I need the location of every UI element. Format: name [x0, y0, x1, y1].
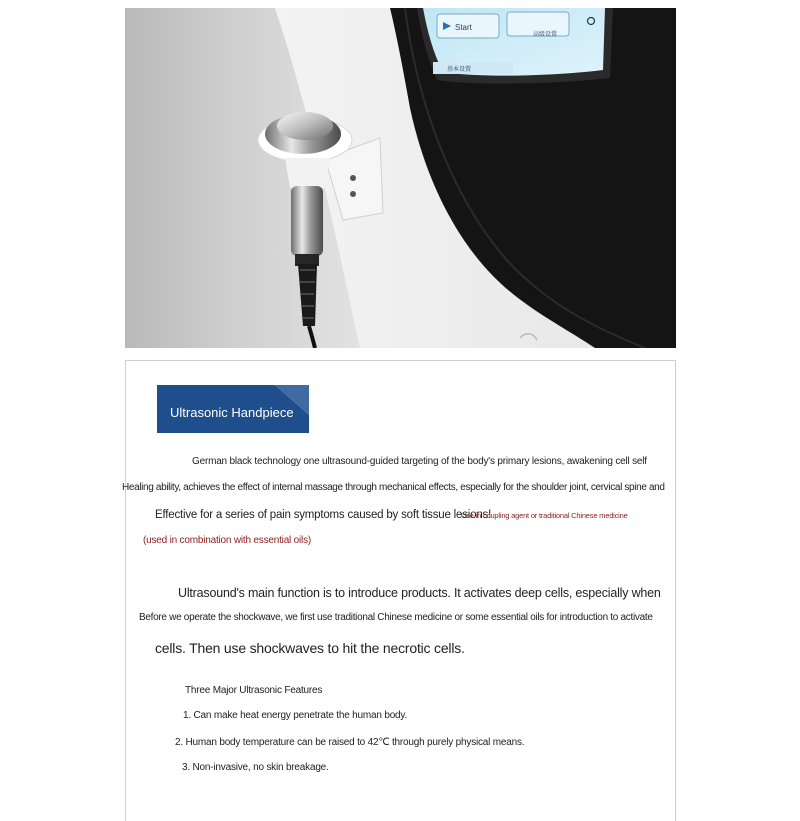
- paragraph1-line4: (used in combination with essential oils): [143, 535, 311, 546]
- features-heading: Three Major Ultrasonic Features: [185, 685, 323, 696]
- start-button: Start: [455, 23, 472, 32]
- advanced-settings-label: 高级设置: [533, 32, 558, 38]
- section-title: Ultrasonic Handpiece: [170, 405, 294, 420]
- product-photo: [125, 8, 676, 348]
- paragraph2-line3: cells. Then use shockwaves to hit the necrotic cells.: [155, 640, 465, 656]
- paragraph2-line2: Before we operate the shockwave, we first use traditional Chinese medicine or some essential oils for introduction to activate: [139, 612, 653, 623]
- paragraph1-line2: Healing ability, achieves the effect of internal massage through mechanical effects, especially for the shoulder joint, cervical spine and: [122, 482, 665, 493]
- feature-item-3: 3. Non-invasive, no skin breakage.: [182, 762, 329, 773]
- feature-item-1: 1. Can make heat energy penetrate the human body.: [183, 710, 408, 721]
- paragraph1-note: Use in coupling agent or traditional Chinese medicine: [461, 511, 628, 520]
- feature-item-2: 2. Human body temperature can be raised to 42℃ through purely physical means.: [175, 737, 525, 748]
- paragraph1-line3: Effective for a series of pain symptoms caused by soft tissue lesions!: [155, 509, 492, 521]
- paragraph2-line1: Ultrasound's main function is to introduce products. It activates deep cells, especially when: [178, 586, 661, 600]
- paragraph1-line1: German black technology one ultrasound-guided targeting of the body's primary lesions, awakening cell self: [192, 456, 647, 467]
- basic-settings-label: 基本设置: [447, 67, 472, 73]
- ultrasound-device-illustration: [125, 8, 676, 348]
